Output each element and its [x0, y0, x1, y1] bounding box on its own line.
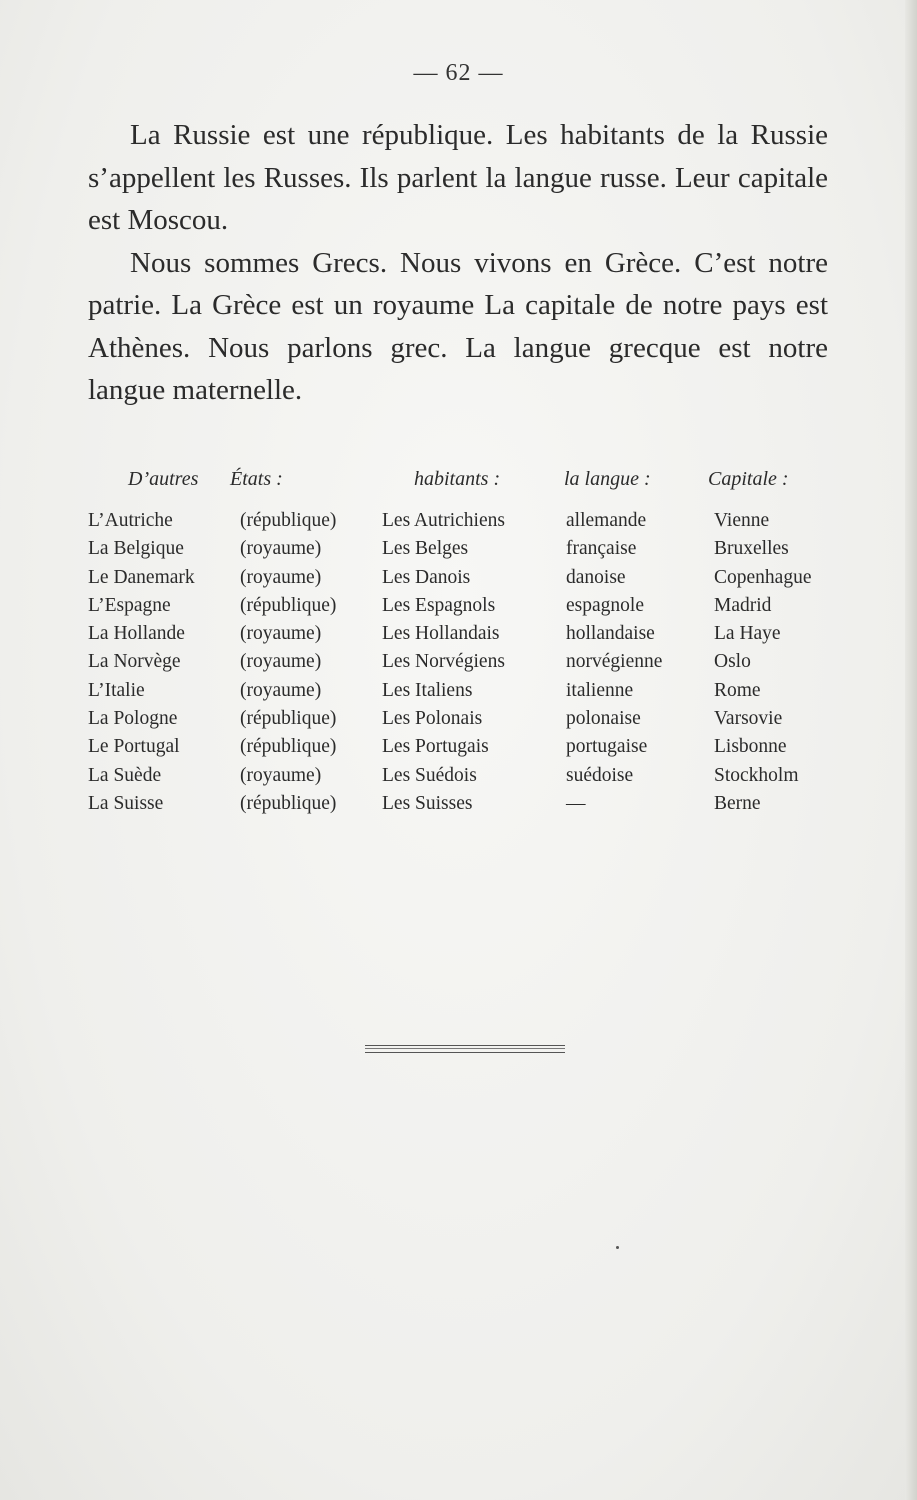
table-row	[88, 510, 848, 538]
cell-language: norvégienne	[566, 651, 663, 673]
cell-inhabitants: Les Belges	[382, 538, 469, 560]
cell-inhabitants: Les Suisses	[382, 792, 473, 814]
cell-capital: Berne	[714, 792, 761, 814]
section-divider	[365, 1045, 565, 1053]
cell-capital: Madrid	[714, 594, 772, 616]
cell-language: portugaise	[566, 736, 648, 758]
cell-government: (république)	[240, 736, 337, 758]
cell-capital: Copenhague	[714, 566, 812, 588]
page-edge-shadow	[905, 0, 917, 1500]
cell-inhabitants: Les Norvégiens	[382, 651, 505, 673]
cell-capital: Oslo	[714, 651, 751, 673]
cell-capital: Rome	[714, 679, 761, 701]
cell-inhabitants: Les Italiens	[382, 679, 473, 701]
header-others: D’autres	[128, 468, 199, 490]
cell-language: polonaise	[566, 708, 641, 730]
table-row	[88, 538, 848, 566]
table-row	[88, 765, 848, 793]
cell-language: française	[566, 538, 637, 560]
table-row	[88, 793, 848, 821]
table-row	[88, 736, 848, 764]
cell-state: La Hollande	[88, 623, 185, 645]
cell-state: La Pologne	[88, 708, 178, 730]
cell-state: L’Espagne	[88, 594, 171, 616]
cell-capital: Varsovie	[714, 708, 783, 730]
cell-government: (royaume)	[240, 764, 322, 786]
cell-government: (république)	[240, 594, 337, 616]
cell-state: L’Italie	[88, 679, 145, 701]
cell-state: La Belgique	[88, 538, 184, 560]
cell-state: Le Portugal	[88, 736, 180, 758]
cell-inhabitants: Les Polonais	[382, 708, 483, 730]
header-capital: Capitale :	[708, 468, 789, 490]
cell-inhabitants: Les Autrichiens	[382, 510, 505, 531]
cell-government: (royaume)	[240, 623, 322, 645]
cell-capital: Lisbonne	[714, 736, 787, 758]
cell-inhabitants: Les Portugais	[382, 736, 489, 758]
cell-language: —	[566, 792, 586, 814]
cell-language: hollandaise	[566, 623, 655, 645]
header-inhabitants: habitants :	[414, 468, 501, 490]
cell-capital: Bruxelles	[714, 538, 789, 560]
cell-inhabitants: Les Hollandais	[382, 623, 500, 645]
cell-language: italienne	[566, 679, 634, 701]
page-number: — 62 —	[413, 60, 504, 86]
cell-government: (république)	[240, 708, 337, 730]
cell-language: allemande	[566, 510, 647, 531]
cell-inhabitants: Les Suédois	[382, 764, 477, 786]
ink-speck	[616, 1246, 619, 1249]
cell-language: espagnole	[566, 594, 644, 616]
cell-language: suédoise	[566, 764, 634, 786]
table-row	[88, 567, 848, 595]
cell-inhabitants: Les Espagnols	[382, 594, 496, 616]
cell-government: (royaume)	[240, 566, 322, 588]
cell-inhabitants: Les Danois	[382, 566, 471, 588]
table-header	[88, 468, 848, 504]
cell-state: La Suède	[88, 764, 162, 786]
cell-government: (république)	[240, 510, 337, 531]
cell-state: La Norvège	[88, 651, 181, 673]
cell-language: danoise	[566, 566, 626, 588]
table-row	[88, 708, 848, 736]
cell-capital: Stockholm	[714, 764, 799, 786]
cell-government: (royaume)	[240, 651, 322, 673]
cell-government: (royaume)	[240, 538, 322, 560]
paragraph-russia: La Russie est une république. Les habitants de la Russie s’appellent les Russes. Ils parlent la langue russe. Leur capitale est Moscou.	[88, 119, 828, 236]
header-language: la langue :	[564, 468, 651, 490]
cell-capital: La Haye	[714, 623, 781, 645]
table-body	[88, 510, 848, 821]
body-text	[88, 114, 828, 412]
cell-state: L’Autriche	[88, 510, 173, 531]
states-table	[88, 468, 848, 821]
table-row	[88, 595, 848, 623]
table-row	[88, 623, 848, 651]
table-row	[88, 651, 848, 679]
cell-capital: Vienne	[714, 510, 770, 531]
cell-government: (royaume)	[240, 679, 322, 701]
cell-state: Le Danemark	[88, 566, 195, 588]
cell-state: La Suisse	[88, 792, 164, 814]
cell-government: (république)	[240, 792, 337, 814]
paragraph-greece: Nous sommes Grecs. Nous vivons en Grèce. C’est notre patrie. La Grèce est un royaume La capitale de notre pays est Athènes. Nous parlons grec. La langue grecque est notre langue maternelle.	[88, 246, 828, 406]
table-row	[88, 680, 848, 708]
header-states: États :	[230, 468, 283, 490]
